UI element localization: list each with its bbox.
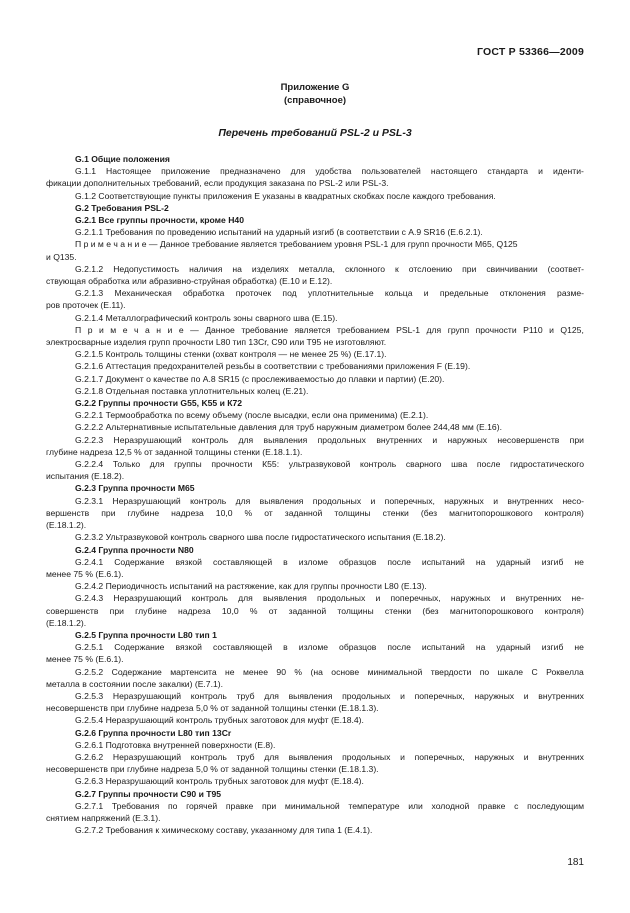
word: надреза [171, 507, 204, 518]
justified-line [46, 556, 584, 568]
appendix-title: Приложение G [280, 82, 350, 93]
text-line: несовершенств при глубине надреза 5,0 % от заданной толщины стенки (Е.18.1.3). [46, 764, 379, 775]
word: вязкой [175, 556, 202, 567]
word: правке [225, 800, 254, 811]
text-line: G.2.1.1 Требования по проведению испытаний на ударный изгиб (в соответствии с А.9 SR16 (Е.6.2.1). [75, 227, 483, 238]
text-line: несовершенств при глубине надреза 5,0 % от заданной толщины стенки (Е.18.1.3). [46, 703, 379, 714]
word: и [370, 495, 376, 506]
word: для [238, 434, 254, 445]
word: и [538, 166, 543, 177]
justified-line [46, 458, 584, 470]
word: не [574, 642, 584, 653]
word: 90 [276, 666, 286, 677]
word: и [400, 690, 405, 701]
text-line: G.2.6.1 Подготовка внутренней поверхности (Е.8). [75, 739, 276, 750]
word: основе [331, 666, 360, 677]
text-line: G.2.1.7 Документ о качестве по А.8 SR15 (с прослеживаемостью до плавки и партии) (Е.20). [75, 373, 445, 384]
word: предназначено [220, 166, 281, 177]
word: изгиб [541, 642, 564, 653]
word: Неразрушающий [112, 495, 181, 506]
word: предельные [439, 288, 489, 299]
word: G.2.7.1 [75, 800, 104, 811]
word: наружных [447, 434, 488, 445]
text-line: ров проточек (Е.11). [46, 300, 126, 311]
word: группы [174, 459, 202, 470]
justified-line [46, 434, 584, 446]
section-heading: Перечень требований PSL-2 и PSL-3 [218, 127, 412, 139]
justified-line [46, 507, 584, 519]
word: минимальной [367, 666, 423, 677]
word: совершенств [46, 605, 99, 616]
word: % [294, 666, 303, 677]
word: металла, [298, 263, 335, 274]
word: горячей [186, 800, 218, 811]
text-line: металла в состоянии после закалки) (Е.7.1). [46, 678, 224, 689]
word: групп [447, 324, 470, 335]
word: наружных [444, 495, 484, 506]
word: — [190, 324, 199, 335]
word: контроль [360, 459, 397, 470]
text-line: (Е.18.1.2). [46, 617, 87, 628]
word: выявления [288, 690, 333, 701]
word: выявления [259, 495, 304, 506]
word: стенки [384, 605, 412, 616]
word: продольных [342, 690, 391, 701]
text-line: G.2.5.4 Неразрушающий контроль трубных заготовок для муфт (Е.18.4). [75, 715, 364, 726]
word: для [426, 324, 442, 335]
word: испытаний [421, 642, 465, 653]
word: отслоению [408, 263, 453, 274]
document-body [46, 153, 584, 836]
word: составляющей [213, 642, 273, 653]
word: вершенств [46, 507, 90, 518]
word: гидростатического [510, 459, 584, 470]
word: прочности [211, 459, 253, 470]
word: наружных [450, 593, 491, 604]
word: для [290, 166, 306, 177]
word: кольца [384, 288, 413, 299]
word: (на [310, 666, 323, 677]
word: твердости [430, 666, 472, 677]
word: сварного [405, 459, 442, 470]
word: составляющей [213, 556, 273, 567]
word: при [109, 605, 124, 616]
word: в [283, 642, 288, 653]
heading-line: G.2 Требования PSL-2 [75, 202, 169, 213]
word: труб [236, 751, 255, 762]
word: наружных [474, 751, 515, 762]
word: и [432, 434, 438, 445]
word: требование [241, 324, 289, 335]
word: 10,0 [221, 605, 239, 616]
word: заданной [284, 507, 323, 518]
text-line: ствующая обработка или абразивно-струйная обработка) (Е.10 и Е.12). [46, 276, 333, 287]
text-line: G.2.1.6 Аттестация предохранителей резьбы в соответствии с требованиями приложения F (Е.19). [75, 361, 471, 372]
word: н [156, 324, 161, 335]
word: поперечных, [384, 495, 435, 506]
text-line: G.2.1.4 Металлографический контроль зоны сварного шва (Е.15). [75, 312, 338, 323]
word: выявления [262, 593, 307, 604]
text-line: глубине надреза 12,5 % от заданной толщины стенки (Е.18.1.1). [46, 446, 303, 457]
word: Р110 [523, 324, 543, 335]
text-line: и Q135. [46, 251, 77, 262]
word: пользователей [361, 166, 421, 177]
text-line: G.2.4.2 Периодичность испытаний на растяжение, как для группы прочности L80 (Е.13). [75, 581, 427, 592]
word: толщины [337, 605, 374, 616]
word: магнитопорошкового [449, 605, 534, 616]
word: внутренних [538, 751, 584, 762]
heading-line: G.2.2 Группы прочности G55, K55 и К72 [75, 398, 243, 409]
justified-line [46, 641, 584, 653]
word: G.2.4.3 [75, 593, 104, 604]
text-line: фикации дополнительных требований, если продукция заказана по PSL-2 или PSL-3. [46, 178, 389, 189]
word: наружных [474, 690, 515, 701]
word: глубине [135, 605, 167, 616]
word: продольных [312, 495, 362, 506]
word: на [232, 263, 242, 274]
word: поперечных, [414, 690, 465, 701]
justified-line [46, 751, 584, 763]
word: и [167, 324, 173, 335]
word: или [408, 800, 423, 811]
word: (соответ- [547, 263, 584, 274]
note-line: П р и м е ч а н и е — Данное требование является требованием уровня PSL-1 для групп прочности М65, Q125 [75, 239, 518, 250]
word: Содержание [114, 642, 165, 653]
word: контроля) [544, 605, 584, 616]
word: и [98, 324, 104, 335]
word: е [178, 324, 184, 335]
word: мартенсита [170, 666, 217, 677]
word: G.2.5.2 [75, 666, 104, 677]
word: не [225, 666, 235, 677]
word: Q125, [560, 324, 584, 335]
word: Данное [205, 324, 235, 335]
word: 10,0 [215, 507, 233, 518]
word: контроль [192, 434, 229, 445]
word: настоящего [430, 166, 478, 177]
word: образцов [339, 556, 377, 567]
word: и [493, 495, 499, 506]
word: шкале [497, 666, 524, 677]
word: G.2.2.4 [75, 459, 104, 470]
word: на [475, 556, 486, 567]
word: Содержание [114, 556, 165, 567]
page-number: 181 [567, 857, 584, 868]
word: и [375, 593, 381, 604]
word: Неразрушающий [113, 434, 182, 445]
word: обработка [183, 288, 225, 299]
text-line: испытания (Е.18.2). [46, 471, 125, 482]
justified-line [46, 800, 584, 812]
word: труб [236, 690, 255, 701]
word: внутренних [376, 434, 423, 445]
text-line: менее 75 % (Е.6.1). [46, 654, 124, 665]
word: выявления [288, 751, 333, 762]
word: с [514, 800, 519, 811]
word: Недопустимость [113, 263, 180, 274]
word: надреза [178, 605, 211, 616]
word: Роквелла [546, 666, 584, 677]
text-line: электросварные изделия групп прочности L80 тип 13Cr, С90 или Т95 не изготовляют. [46, 337, 387, 348]
word: склонного [344, 263, 385, 274]
word: после [476, 459, 501, 470]
word: уплотнительные [307, 288, 374, 299]
justified-line [46, 690, 584, 702]
heading-line: G.2.3 Группа прочности М65 [75, 483, 195, 494]
heading-line: G.2.5 Группа прочности L80 тип 1 [75, 629, 217, 640]
word: % [249, 605, 258, 616]
word: С [531, 666, 538, 677]
justified-line [46, 287, 584, 299]
word: е [122, 324, 128, 335]
word: изделиях [251, 263, 289, 274]
word: продольных [316, 593, 366, 604]
word: образцов [339, 642, 377, 653]
word: для [264, 690, 279, 701]
word: при [262, 800, 277, 811]
word: м [110, 324, 117, 335]
word: внутренних [507, 495, 554, 506]
word: Неразрушающий [113, 593, 182, 604]
word: ударный [496, 642, 531, 653]
word: для [238, 593, 253, 604]
word: поперечных, [414, 751, 465, 762]
word: а [144, 324, 150, 335]
word: Требования [111, 800, 160, 811]
word: шва [451, 459, 468, 470]
word: при [569, 434, 584, 445]
word: (без [422, 605, 439, 616]
text-line: G.2.7.2 Требования к химическому составу, указанному для типа 1 (Е.4.1). [75, 825, 373, 836]
word: наличия [189, 263, 223, 274]
heading-line: G.1 Общие положения [75, 154, 170, 164]
word: проточек [235, 288, 272, 299]
word: внутренних [538, 690, 584, 701]
word: по [479, 666, 490, 677]
heading-line: G.2.6 Группа прочности L80 тип 13Cr [75, 727, 232, 738]
word: G.2.6.2 [75, 751, 104, 762]
justified-line [46, 666, 584, 678]
word: G.2.5.1 [75, 642, 104, 653]
word: контроль [190, 751, 227, 762]
word: изгиб [541, 556, 564, 567]
word: поперечных, [390, 593, 441, 604]
word: и [523, 751, 529, 762]
word: для [149, 459, 165, 470]
word: и [423, 288, 429, 299]
word: на [475, 642, 486, 653]
word: к [394, 263, 399, 274]
word: свинчивании [486, 263, 538, 274]
word: продольных [317, 434, 366, 445]
word: Настоящее [106, 166, 152, 177]
word: иденти- [552, 166, 584, 177]
word: после [387, 556, 411, 567]
word: после [387, 642, 411, 653]
heading-line: G.2.1 Все группы прочности, кроме Н40 [75, 215, 244, 226]
heading-line: G.2.4 Группа прочности N80 [75, 544, 194, 555]
word: холодной [431, 800, 470, 811]
word: PSL-1 [396, 324, 420, 335]
word: последующим [527, 800, 584, 811]
word: менее [243, 666, 268, 677]
heading-line: G.2.7 Группы прочности С90 и Т95 [75, 788, 222, 799]
word: несо- [562, 495, 584, 506]
word: изломе [298, 642, 329, 653]
word: изломе [298, 556, 329, 567]
word: и [549, 324, 554, 335]
word: по [167, 800, 178, 811]
word: Механическая [114, 288, 172, 299]
word: толщины [334, 507, 371, 518]
justified-line [46, 495, 584, 507]
appendix-note: (справочное) [283, 95, 347, 106]
word: при [101, 507, 116, 518]
word: Неразрушающий [112, 751, 182, 762]
word: удобства [315, 166, 352, 177]
word: минимальной [284, 800, 340, 811]
justified-line [46, 263, 584, 275]
text-line: G.2.3.2 Ультразвуковой контроль сварного шва после гидростатического испытания (Е.18.2). [75, 532, 446, 543]
word: магнитопорошкового [449, 507, 533, 518]
word: при [462, 263, 477, 274]
justified-line [46, 324, 584, 336]
text-line: G.2.2.2 Альтернативные испытательные давления для труб наружным диаметром более 244,48 мм (Е.16). [75, 422, 502, 433]
word: является [294, 324, 331, 335]
word: от [264, 507, 273, 518]
word: контроль [190, 495, 227, 506]
word: G.1.1 [75, 166, 97, 177]
word: в [283, 556, 288, 567]
word: выявления [263, 434, 308, 445]
word: требованием [337, 324, 390, 335]
word: температуре [348, 800, 400, 811]
text-line: снятием напряжений (Е.3.1). [46, 812, 161, 823]
word: разме- [557, 288, 584, 299]
word: правке [478, 800, 506, 811]
word: G.2.3.1 [75, 495, 104, 506]
word: G.2.1.2 [75, 263, 104, 274]
word: вязкой [175, 642, 202, 653]
word: стандарта [487, 166, 529, 177]
word: и [500, 593, 506, 604]
justified-line [46, 165, 584, 177]
text-line: менее 75 % (Е.6.1). [46, 568, 124, 579]
word: для [235, 495, 251, 506]
word: заданной [288, 605, 327, 616]
word: Содержание [111, 666, 162, 677]
word: G.2.1.3 [75, 288, 104, 299]
justified-line [46, 605, 584, 617]
word: контроль [191, 593, 228, 604]
word: отклонения [499, 288, 546, 299]
text-line: G.2.6.3 Неразрушающий контроль трубных заготовок для муфт (Е.18.4). [75, 776, 364, 787]
word: глубине [127, 507, 160, 518]
word: несовершенств [497, 434, 560, 445]
word: Неразрушающий [112, 690, 182, 701]
word: продольных [342, 751, 391, 762]
word: G.2.4.1 [75, 556, 104, 567]
word: под [282, 288, 297, 299]
word: внутренних [515, 593, 562, 604]
justified-line [46, 592, 584, 604]
word: не [574, 556, 584, 567]
word: р [87, 324, 93, 335]
word: % [244, 507, 253, 518]
word: стенки [382, 507, 409, 518]
word: ударный [496, 556, 531, 567]
word: ч [133, 324, 139, 335]
word: Только [112, 459, 141, 470]
text-line: G.2.1.8 Отдельная поставка уплотнительных колец (Е.21). [75, 385, 309, 396]
word: контроля) [544, 507, 584, 518]
word: П [75, 324, 82, 335]
word: (без [420, 507, 438, 518]
word: для [264, 751, 279, 762]
word: G.2.2.3 [75, 434, 104, 445]
word: прочности [475, 324, 517, 335]
word: G.2.5.3 [75, 690, 104, 701]
word: и [523, 690, 529, 701]
text-line: G.2.2.1 Термообработка по всему объему (после высадки, если она применима) (Е.2.1). [75, 410, 429, 421]
word: и [400, 751, 405, 762]
word: от [268, 605, 278, 616]
word: приложение [161, 166, 211, 177]
word: ультразвуковой [288, 459, 351, 470]
word: К55: [262, 459, 280, 470]
word: контроль [190, 690, 227, 701]
text-line: G.2.1.5 Контроль толщины стенки (охват контроля — не менее 25 %) (Е.17.1). [75, 349, 387, 360]
document-number: ГОСТ Р 53366—2009 [476, 46, 584, 58]
text-line: (Е.18.1.2). [46, 520, 87, 531]
word: не- [571, 593, 584, 604]
text-line: G.1.2 Соответствующие пункты приложения Е указаны в квадратных скобках после каждого требования. [75, 190, 496, 201]
word: испытаний [421, 556, 465, 567]
